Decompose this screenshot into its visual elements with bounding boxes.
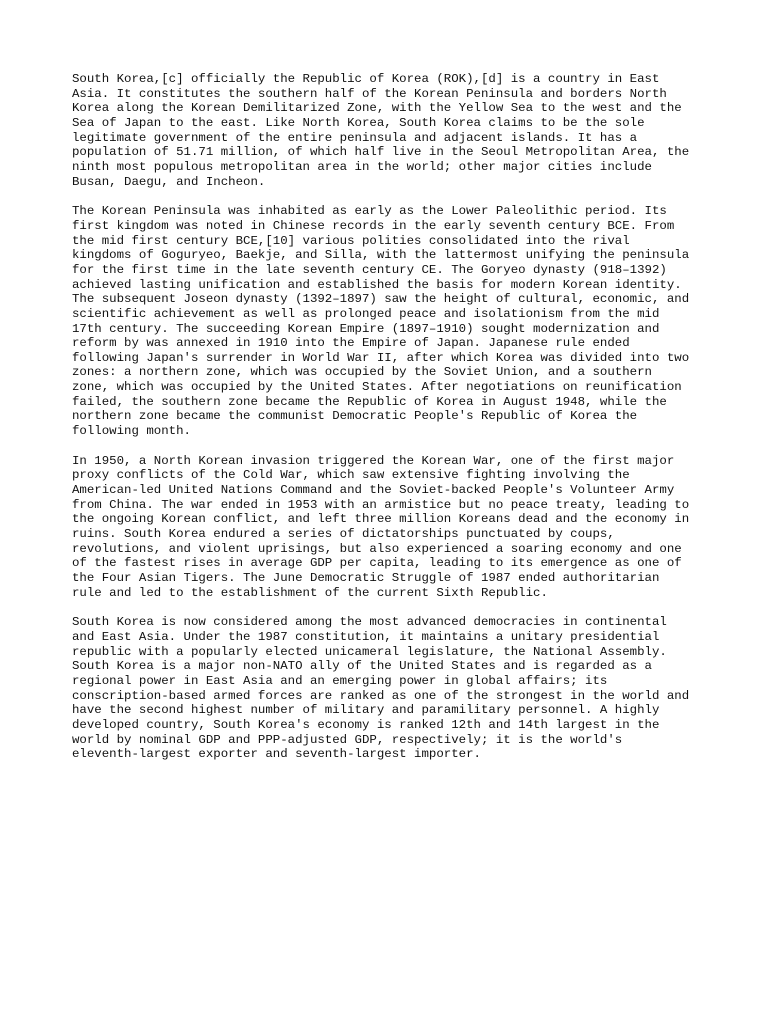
paragraph-1: South Korea,[c] officially the Republic of Korea (ROK),[d] is a country in East Asia. It constitutes the southern half of the Korean Peninsula and borders North Korea along the Korean Demilitarized Zone, with the Yellow Sea to the west and the Sea of Japan to the east. Like North Korea, South Korea claims to be the sole legitimate government of the entire peninsula and adjacent islands. It has a population of 51.71 million, of which half live in the Seoul Metropolitan Area, the ninth most populous metropolitan area in the world; other major cities include Busan, Daegu, and Incheon. (72, 72, 690, 189)
paragraph-3: In 1950, a North Korean invasion triggered the Korean War, one of the first major proxy conflicts of the Cold War, which saw extensive fighting involving the American-led United Nations Command and the Soviet-backed People's Volunteer Army from China. The war ended in 1953 with an armistice but no peace treaty, leading to the ongoing Korean conflict, and left three million Koreans dead and the economy in ruins. South Korea endured a series of dictatorships punctuated by coups, revolutions, and violent uprisings, but also experienced a soaring economy and one of the fastest rises in average GDP per capita, leading to its emergence as one of the Four Asian Tigers. The June Democratic Struggle of 1987 ended authoritarian rule and led to the establishment of the current Sixth Republic. (72, 453, 690, 600)
paragraph-2: The Korean Peninsula was inhabited as early as the Lower Paleolithic period. Its first kingdom was noted in Chinese records in the early seventh century BCE. From the mid first century BCE,[10] various polities consolidated into the rival kingdoms of Goguryeo, Baekje, and Silla, with the lattermost unifying the peninsula for the first time in the late seventh century CE. The Goryeo dynasty (918–1392) achieved lasting unification and established the basis for modern Korean identity. The subsequent Joseon dynasty (1392–1897) saw the height of cultural, economic, and scientific achievement as well as prolonged peace and isolationism from the mid 17th century. The succeeding Korean Empire (1897–1910) sought modernization and reform by was annexed in 1910 into the Empire of Japan. Japanese rule ended following Japan's surrender in World War II, after which Korea was divided into two zones: a northern zone, which was occupied by the Soviet Union, and a southern zone, which was occupied by the United States. After negotiations on reunification failed, the southern zone became the Republic of Korea in August 1948, while the northern zone became the communist Democratic People's Republic of Korea the following month. (72, 204, 690, 439)
paragraph-4: South Korea is now considered among the most advanced democracies in continental and East Asia. Under the 1987 constitution, it maintains a unitary presidential republic with a popularly elected unicameral legislature, the National Assembly. South Korea is a major non-NATO ally of the United States and is regarded as a regional power in East Asia and an emerging power in global affairs; its conscription-based armed forces are ranked as one of the strongest in the world and have the second highest number of military and paramilitary personnel. A highly developed country, South Korea's economy is ranked 12th and 14th largest in the world by nominal GDP and PPP-adjusted GDP, respectively; it is the world's eleventh-largest exporter and seventh-largest importer. (72, 615, 690, 762)
